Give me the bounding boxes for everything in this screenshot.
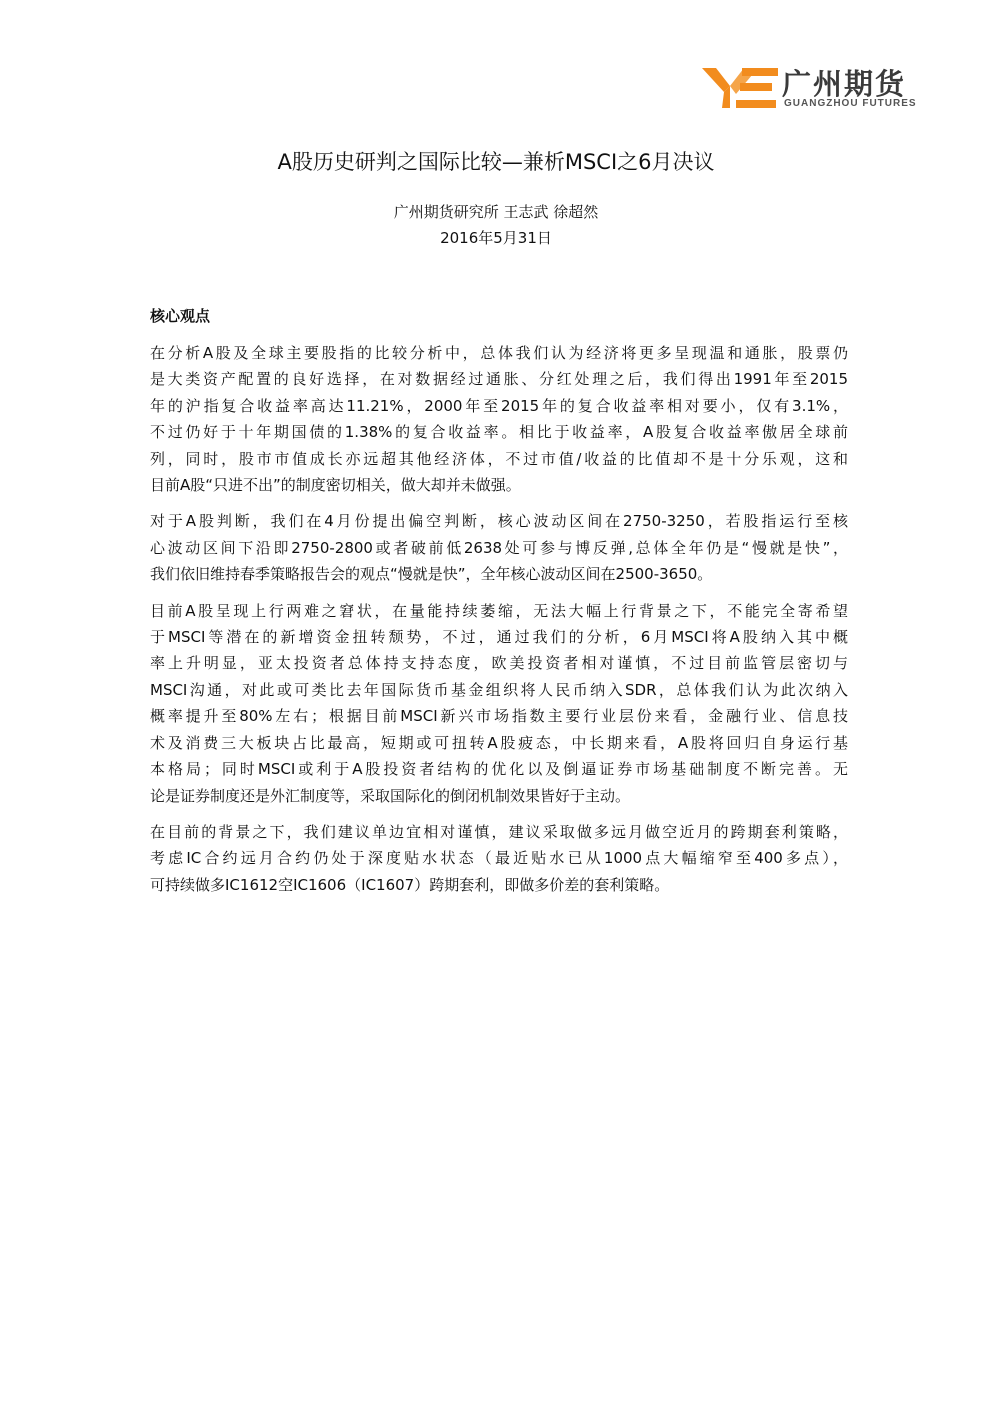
paragraph-line: 目前A股呈现上行两难之窘状，在量能持续萎缩，无法大幅上行背景之下，不能完全寄希望 [150, 601, 848, 620]
document-title: A股历史研判之国际比较—兼析MSCI之6月决议 [277, 150, 715, 174]
logo-mark-icon [700, 64, 780, 110]
paragraph-line: 概率提升至80%左右；根据目前MSCI新兴市场指数主要行业层份来看，金融行业、信息技 [150, 707, 848, 726]
paragraph-line: 在分析A股及全球主要股指的比较分析中，总体我们认为经济将更多呈现温和通胀，股票仍 [150, 344, 848, 362]
paragraph-line: 目前A股“只进不出”的制度密切相关，做大却并未做强。 [150, 476, 521, 495]
paragraph-line: 是大类资产配置的良好选择，在对数据经过通胀、分红处理之后，我们得出1991年至2015 [150, 370, 848, 389]
paragraph-line: 论是证券制度还是外汇制度等，采取国际化的倒闭机制效果皆好于主动。 [150, 786, 631, 805]
paragraph [150, 598, 848, 809]
document-date: 2016年5月31日 [440, 229, 552, 247]
paragraph-line: 对于A股判断，我们在4月份提出偏空判断，核心波动区间在2750-3250，若股指运行至核 [150, 512, 848, 531]
paragraph-line: MSCI沟通，对此或可类比去年国际货币基金组织将人民币纳入SDR，总体我们认为此次纳入 [150, 680, 848, 699]
paragraph-line: 本格局；同时MSCI或利于A股投资者结构的优化以及倒逼证券市场基础制度不断完善。无 [150, 760, 848, 779]
paragraph [150, 340, 848, 498]
logo-chinese-name: 广州期货 [782, 67, 907, 101]
paragraph-line: 心波动区间下沿即2750-2800或者破前低2638处可参与博反弹,总体全年仍是“慢就是快”， [150, 538, 848, 557]
paragraph [150, 819, 848, 898]
paragraph-line: 于MSCI等潜在的新增资金扭转颓势，不过，通过我们的分析，6月MSCI将A股纳入其中概 [150, 628, 848, 647]
logo-english-name: GUANGZHOU FUTURES [784, 98, 917, 109]
paragraph-line: 可持续做多IC1612空IC1606（IC1607）跨期套利，即做多价差的套利策略。 [150, 875, 670, 894]
document-body [150, 340, 848, 908]
paragraph-line: 不过仍好于十年期国债的1.38%的复合收益率。相比于收益率，A股复合收益率傲居全球前 [150, 423, 848, 442]
paragraph-line: 我们依旧维持春季策略报告会的观点“慢就是快”，全年核心波动区间在2500-3650。 [150, 565, 713, 584]
company-logo [700, 60, 922, 116]
paragraph [150, 508, 848, 587]
paragraph-line: 率上升明显，亚太投资者总体持支持态度，欧美投资者相对谨慎，不过目前监管层密切与 [150, 654, 848, 673]
document-authors: 广州期货研究所 王志武 徐超然 [393, 203, 599, 221]
section-heading: 核心观点 [150, 307, 211, 325]
paragraph-line: 在目前的背景之下，我们建议单边宜相对谨慎，建议采取做多远月做空近月的跨期套利策略， [150, 822, 848, 841]
paragraph-line: 术及消费三大板块占比最高，短期或可扭转A股疲态，中长期来看，A股将回归自身运行基 [150, 733, 848, 752]
paragraph-line: 年的沪指复合收益率高达11.21%，2000年至2015年的复合收益率相对要小，仅有3.1%， [150, 396, 848, 415]
paragraph-line: 考虑IC合约远月合约仍处于深度贴水状态（最近贴水已从1000点大幅缩窄至400多点）， [150, 849, 848, 868]
paragraph-line: 列，同时，股市市值成长亦远超其他经济体，不过市值/收益的比值却不是十分乐观，这和 [150, 449, 848, 468]
